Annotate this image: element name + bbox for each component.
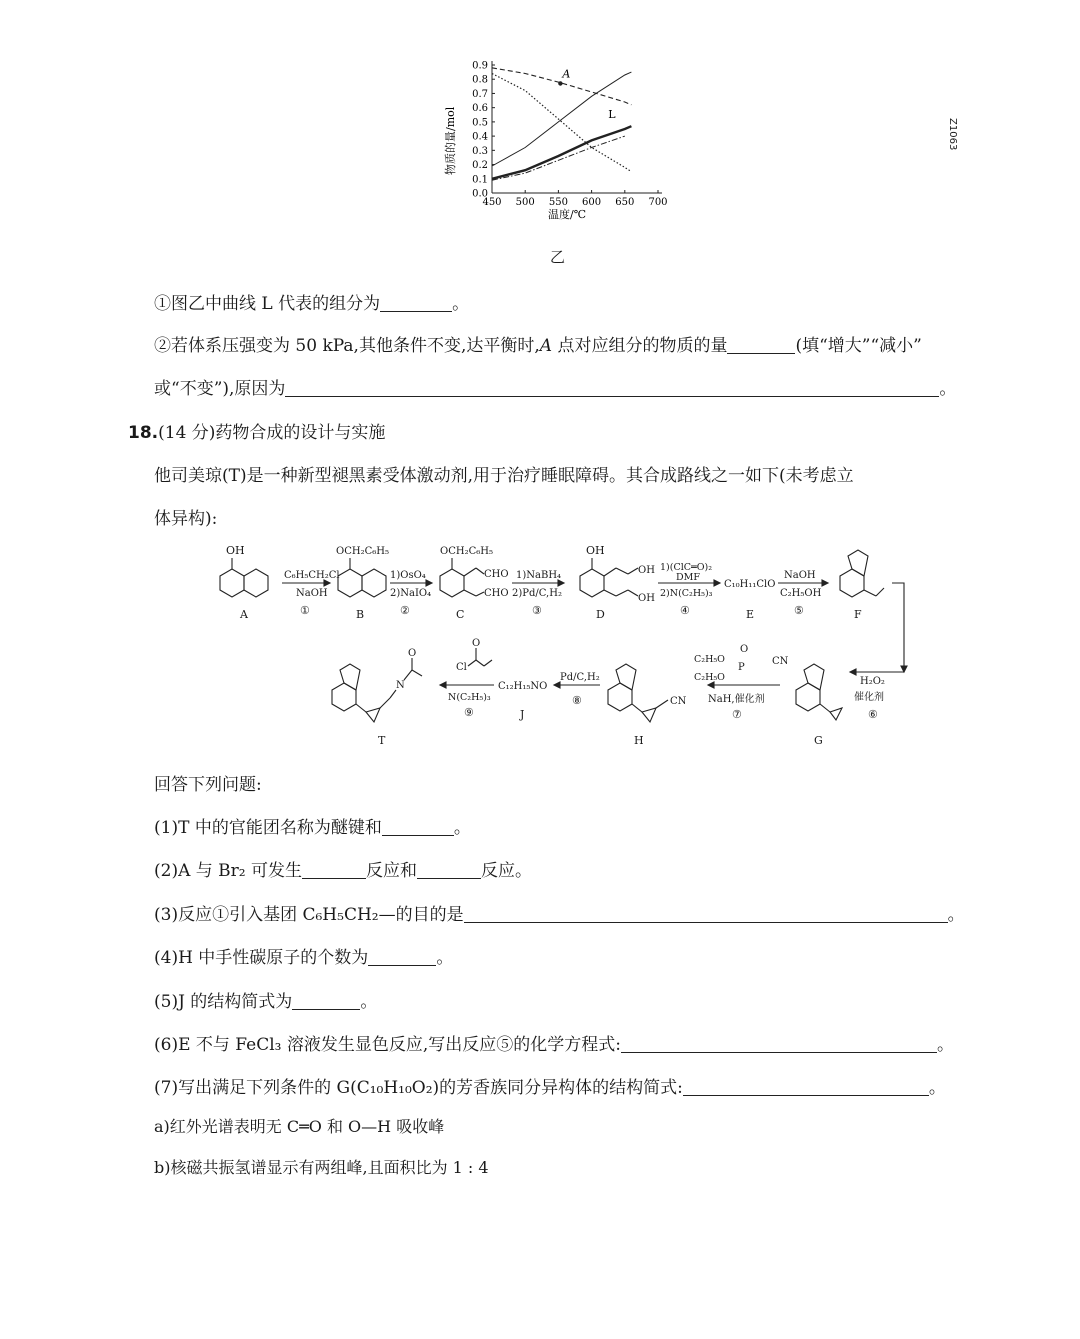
x-tick-label: 600 [582,197,602,208]
J-formula: C₁₂H₁₅NO [498,681,548,692]
step6-reagent: H₂O₂ [860,676,885,687]
subq-6: (6)E 不与 FeCl₃ 溶液发生显色反应,写出反应⑤的化学方程式: 。 [154,1035,955,1055]
q18-intro-line1: 他司美琼(T)是一种新型褪黑素受体激动剂,用于治疗睡眠障碍。其合成路线之一如下(未考虑立 [154,466,854,486]
label-F: F [854,608,862,621]
step8-reagent: Pd/C,H₂ [560,672,600,683]
answer-blank[interactable] [285,378,939,397]
step5-solvent: C₂H₅OH [780,588,822,599]
subq-1: (1)T 中的官能团名称为醚键和 。 [154,818,471,838]
q18-intro-line2: 体异构): [154,509,218,529]
y-tick-label: 0.7 [472,88,488,100]
step3-reagent-2: 2)Pd/C,H₂ [512,588,562,599]
annotation-A: A [562,67,571,81]
step7-conditions: NaH,催化剂 [708,694,765,705]
step1-reagent: C₆H₅CH₂Cl [284,570,340,581]
E-formula: C₁₀H₁₁ClO [724,579,776,590]
step9-oxygen: O [472,638,481,649]
condition-a: a)红外光谱表明无 C═O 和 O—H 吸收峰 [154,1117,445,1136]
step5-reagent: NaOH [784,570,816,581]
answer-prompt: 回答下列问题: [154,775,262,795]
side-code: Z1063 [947,118,958,151]
B-substituent: OCH₂C₆H₅ [336,546,389,557]
condition-b: b)核磁共振氢谱显示有两组峰,且面积比为 1 : 4 [154,1158,489,1177]
A-OH-label: OH [226,544,245,557]
step2-number: ② [400,604,410,617]
label-C: C [456,608,465,621]
C-substituent: OCH₂C₆H₅ [440,546,493,557]
subq-5: (5)J 的结构简式为 。 [154,992,378,1012]
synthesis-scheme [200,540,920,755]
step6-catalyst: 催化剂 [854,692,884,703]
step9-base: N(C₂H₅)₃ [448,692,491,703]
T-nitrogen: N [396,680,405,691]
step7-ethoxy-2: C₂H₅O [694,672,725,683]
label-A: A [240,608,248,621]
answer-blank[interactable] [621,1034,937,1053]
answer-blank[interactable] [368,947,436,966]
label-E: E [746,608,755,621]
D-OH-phenol: OH [586,544,605,557]
subq-2: (2)A 与 Br₂ 可发生 反应和 反应。 [154,861,533,881]
point-A-marker [558,81,562,85]
step7-oxygen: O [740,644,749,655]
label-G: G [814,734,823,747]
x-tick-label: 550 [548,197,568,208]
series-line-dotted [492,74,631,172]
step3-number: ③ [532,604,542,617]
x-tick-label: 500 [515,197,535,208]
y-tick-label: 0.8 [472,74,488,86]
step9-chloride: Cl [456,662,467,673]
answer-blank[interactable] [727,335,795,354]
label-H: H [634,734,644,747]
x-tick-label: 450 [482,197,502,208]
figure-label: 乙 [550,248,566,266]
answer-blank[interactable] [292,991,360,1010]
step4-reagent-1: 1)(ClC═O)₂ [660,562,713,573]
y-axis-label: 物质的量/mol [444,106,457,175]
step7-ethoxy-1: C₂H₅O [694,654,725,665]
q17-part2: ②若体系压强变为 50 kPa,其他条件不变,达平衡时,A 点对应组分的物质的量 (填“增大”“减小” [154,336,922,356]
T-carbonyl-oxygen: O [408,648,417,659]
H-nitrile: CN [670,696,687,707]
answer-blank[interactable] [417,860,481,879]
y-tick-label: 0.1 [472,174,488,186]
step1-base: NaOH [296,588,328,599]
q17-part3: 或“不变”),原因为 。 [154,379,957,399]
step7-nitrile: CN [772,656,789,667]
step4-number: ④ [680,604,690,617]
y-tick-label: 0.6 [472,103,488,115]
x-tick-label: 700 [648,197,668,208]
annotation-L: L [608,107,616,121]
step6-number: ⑥ [868,708,878,721]
series-line-solid-thick [492,126,631,179]
step3-reagent-1: 1)NaBH₄ [516,570,562,581]
step7-phosphorus: P [738,662,745,673]
subq-7: (7)写出满足下列条件的 G(C₁₀H₁₀O₂)的芳香族同分异构体的结构简式: 。 [154,1078,946,1098]
label-D: D [596,608,605,621]
step4-reagent-2: 2)N(C₂H₅)₃ [660,588,713,599]
step1-number: ① [300,604,310,617]
answer-blank[interactable] [382,817,454,836]
answer-blank[interactable] [464,904,948,923]
y-tick-label: 0.5 [472,117,488,129]
x-tick-label: 650 [615,197,635,208]
y-tick-label: 0.0 [472,188,488,200]
q18-title: 18.(14 分)药物合成的设计与实施 [128,423,386,443]
temperature-chart [440,55,680,220]
answer-blank[interactable] [683,1077,929,1096]
D-OH-1: OH [638,565,655,576]
subq-4: (4)H 中手性碳原子的个数为 。 [154,948,454,968]
step5-number: ⑤ [794,604,804,617]
y-tick-label: 0.9 [472,60,488,72]
label-B: B [356,608,365,621]
C-aldehyde-1: CHO [484,569,509,580]
answer-blank[interactable] [302,860,366,879]
label-J: J [520,708,525,721]
y-tick-label: 0.4 [472,131,488,143]
step2-reagent-2: 2)NaIO₄ [390,588,432,599]
step7-number: ⑦ [732,708,742,721]
answer-blank[interactable] [380,293,452,312]
D-OH-2: OH [638,593,655,604]
q17-part1: ①图乙中曲线 L 代表的组分为 。 [154,294,470,314]
step8-number: ⑧ [572,694,582,707]
step2-reagent-1: 1)OsO₄ [390,570,426,581]
step4-solvent: DMF [676,572,700,583]
label-T: T [378,734,386,747]
x-axis-label: 温度/℃ [548,208,587,220]
C-aldehyde-2: CHO [484,588,509,599]
step9-number: ⑨ [464,706,474,719]
subq-3: (3)反应①引入基团 C₆H₅CH₂—的目的是 。 [154,905,965,925]
y-tick-label: 0.2 [472,160,488,172]
y-tick-label: 0.3 [472,145,488,157]
